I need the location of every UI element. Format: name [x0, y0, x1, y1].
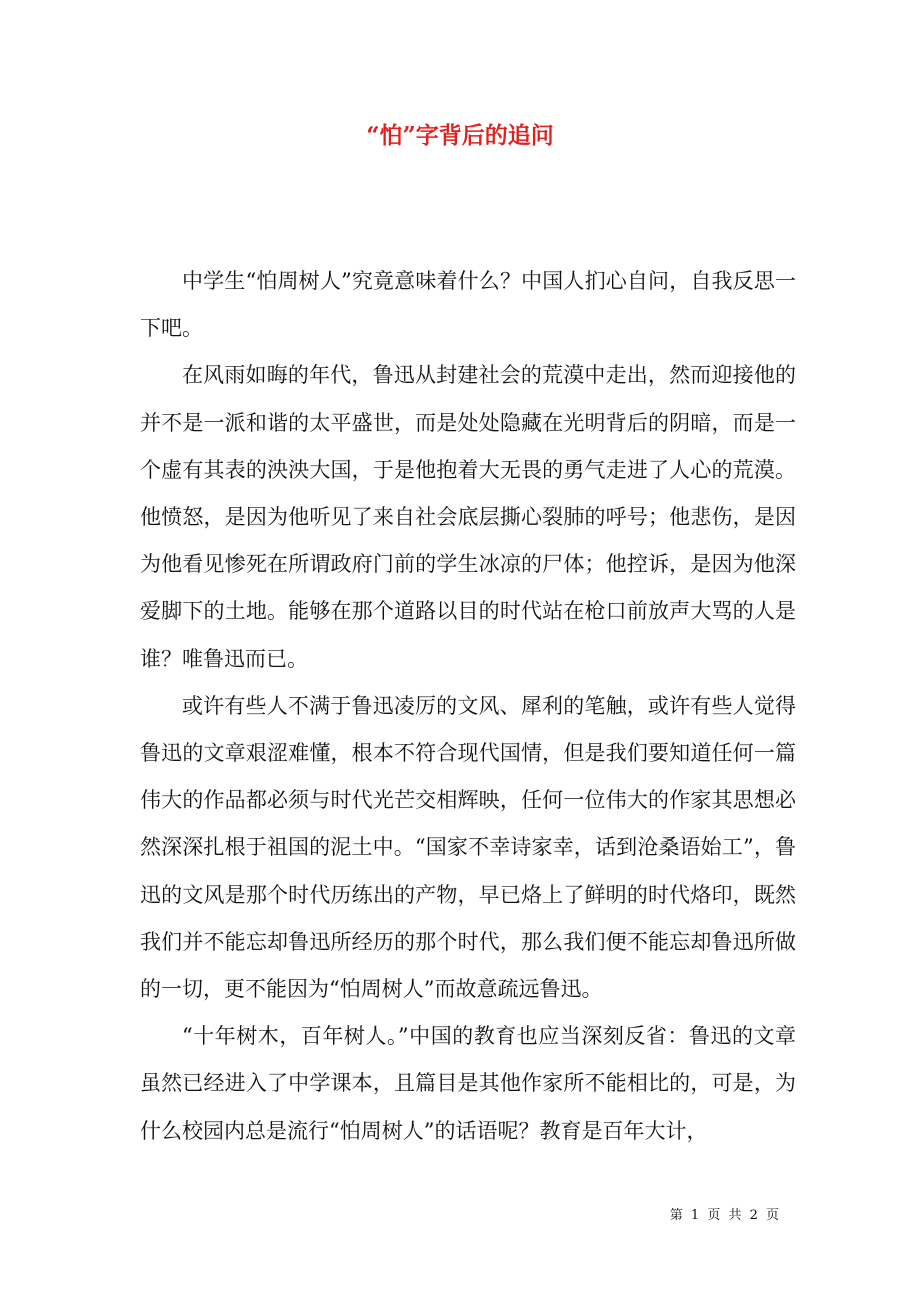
paragraph-4: “十年树木，百年树人。”中国的教育也应当深刻反省：鲁迅的文章虽然已经进入了中学课本，且篇目是其他作家所不能相比的，可是，为什么校园内总是流行“怕周树人”的话语呢？教育是百年大计，: [140, 1024, 796, 1143]
document-title: “怕”字背后的追问: [366, 122, 554, 149]
document-body: [140, 258, 796, 1155]
page-number: 第 1 页 共 2 页: [669, 1208, 781, 1223]
paragraph-3: 或许有些人不满于鲁迅凌厉的文风、犀利的笔触，或许有些人觉得鲁迅的文章艰涩难懂，根本不符合现代国情，但是我们要知道任何一篇伟大的作品都必须与时代光芒交相辉映，任何一位伟大的作家其思想必然深深扎根于祖国的泥土中。“国家不幸诗家幸，话到沧桑语始工”，鲁迅的文风是那个时代历练出的产物，早已烙上了鲜明的时代烙印，既然我们并不能忘却鲁迅所经历的那个时代，那么我们便不能忘却鲁迅所做的一切，更不能因为“怕周树人”而故意疏远鲁迅。: [140, 693, 796, 1002]
paragraph-2: 在风雨如晦的年代，鲁迅从封建社会的荒漠中走出，然而迎接他的并不是一派和谐的太平盛世，而是处处隐藏在光明背后的阴暗，而是一个虚有其表的泱泱大国，于是他抱着大无畏的勇气走进了人心的荒漠。他愤怒，是因为他听见了来自社会底层撕心裂肺的呼号；他悲伤，是因为他看见惨死在所谓政府门前的学生冰凉的尸体；他控诉，是因为他深爱脚下的土地。能够在那个道路以目的时代站在枪口前放声大骂的人是谁？唯鲁迅而已。: [140, 363, 796, 671]
paragraph-1: 中学生“怕周树人”究竟意味着什么？中国人扪心自问，自我反思一下吧。: [140, 269, 796, 341]
